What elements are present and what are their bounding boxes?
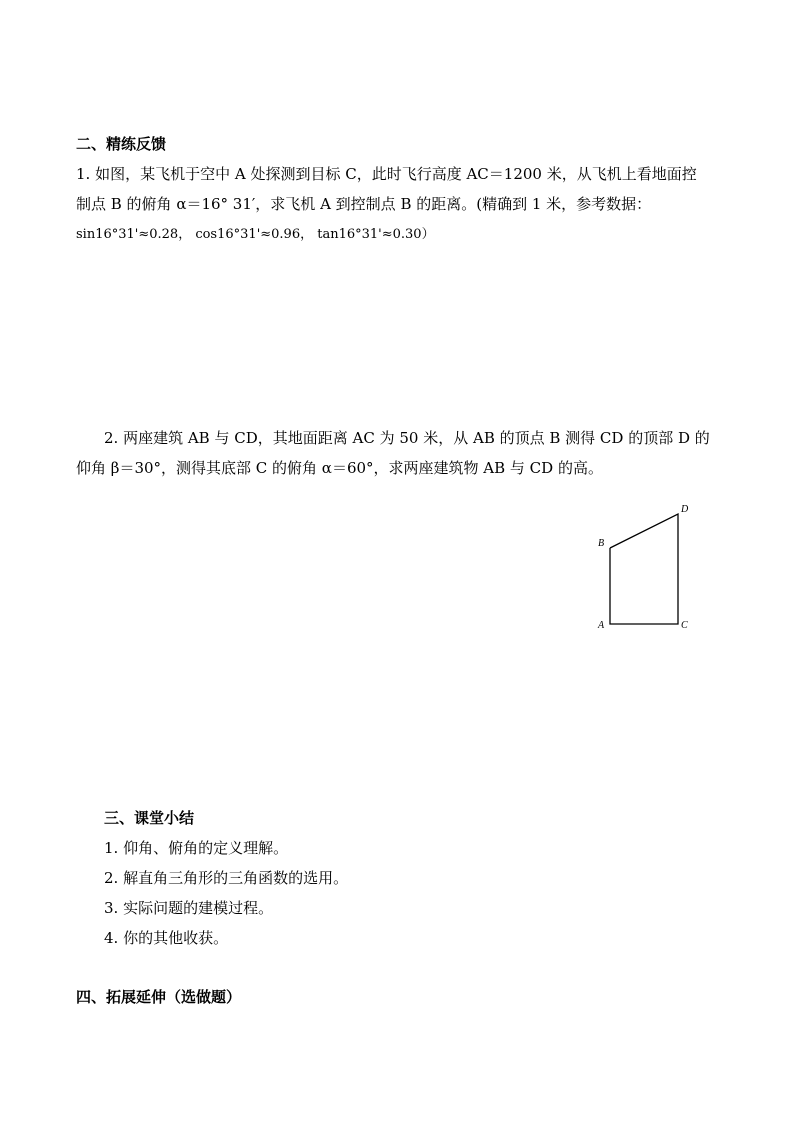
summary-item-3: 3. 实际问题的建模过程。 [104,899,274,917]
building-diagram [592,500,702,640]
label-d: D [681,504,689,515]
section-3-heading: 三、课堂小结 [104,809,195,827]
label-b: B [598,538,605,549]
section-2-heading: 二、精练反馈 [76,135,167,153]
label-a: A [598,620,605,631]
question-2-line-1: 2. 两座建筑 AB 与 CD，其地面距离 AC 为 50 米，从 AB 的顶点 B 测得 CD 的顶部 D 的 [104,429,710,447]
summary-item-1: 1. 仰角、俯角的定义理解。 [104,839,289,857]
figure-outline [610,514,678,624]
question-2-line-2: 仰角 β＝30°，测得其底部 C 的俯角 α＝60°，求两座建筑物 AB 与 CD 的高。 [76,459,603,477]
summary-item-2: 2. 解直角三角形的三角函数的选用。 [104,869,349,887]
label-c: C [681,620,688,631]
question-1-line-2: 制点 B 的俯角 α＝16° 31′，求飞机 A 到控制点 B 的距离。(精确到 1 米，参考数据： [76,195,652,213]
summary-item-4: 4. 你的其他收获。 [104,929,229,947]
section-4-heading: 四、拓展延伸（选做题） [76,988,242,1006]
question-1-reference-data: sin16°31'≈0.28， cos16°31'≈0.96， tan16°31'≈0.30） [76,227,435,242]
building-figure [592,500,702,640]
question-1-line-1: 1. 如图，某飞机于空中 A 处探测到目标 C，此时飞行高度 AC＝1200 米，从飞机上看地面控 [76,165,697,183]
